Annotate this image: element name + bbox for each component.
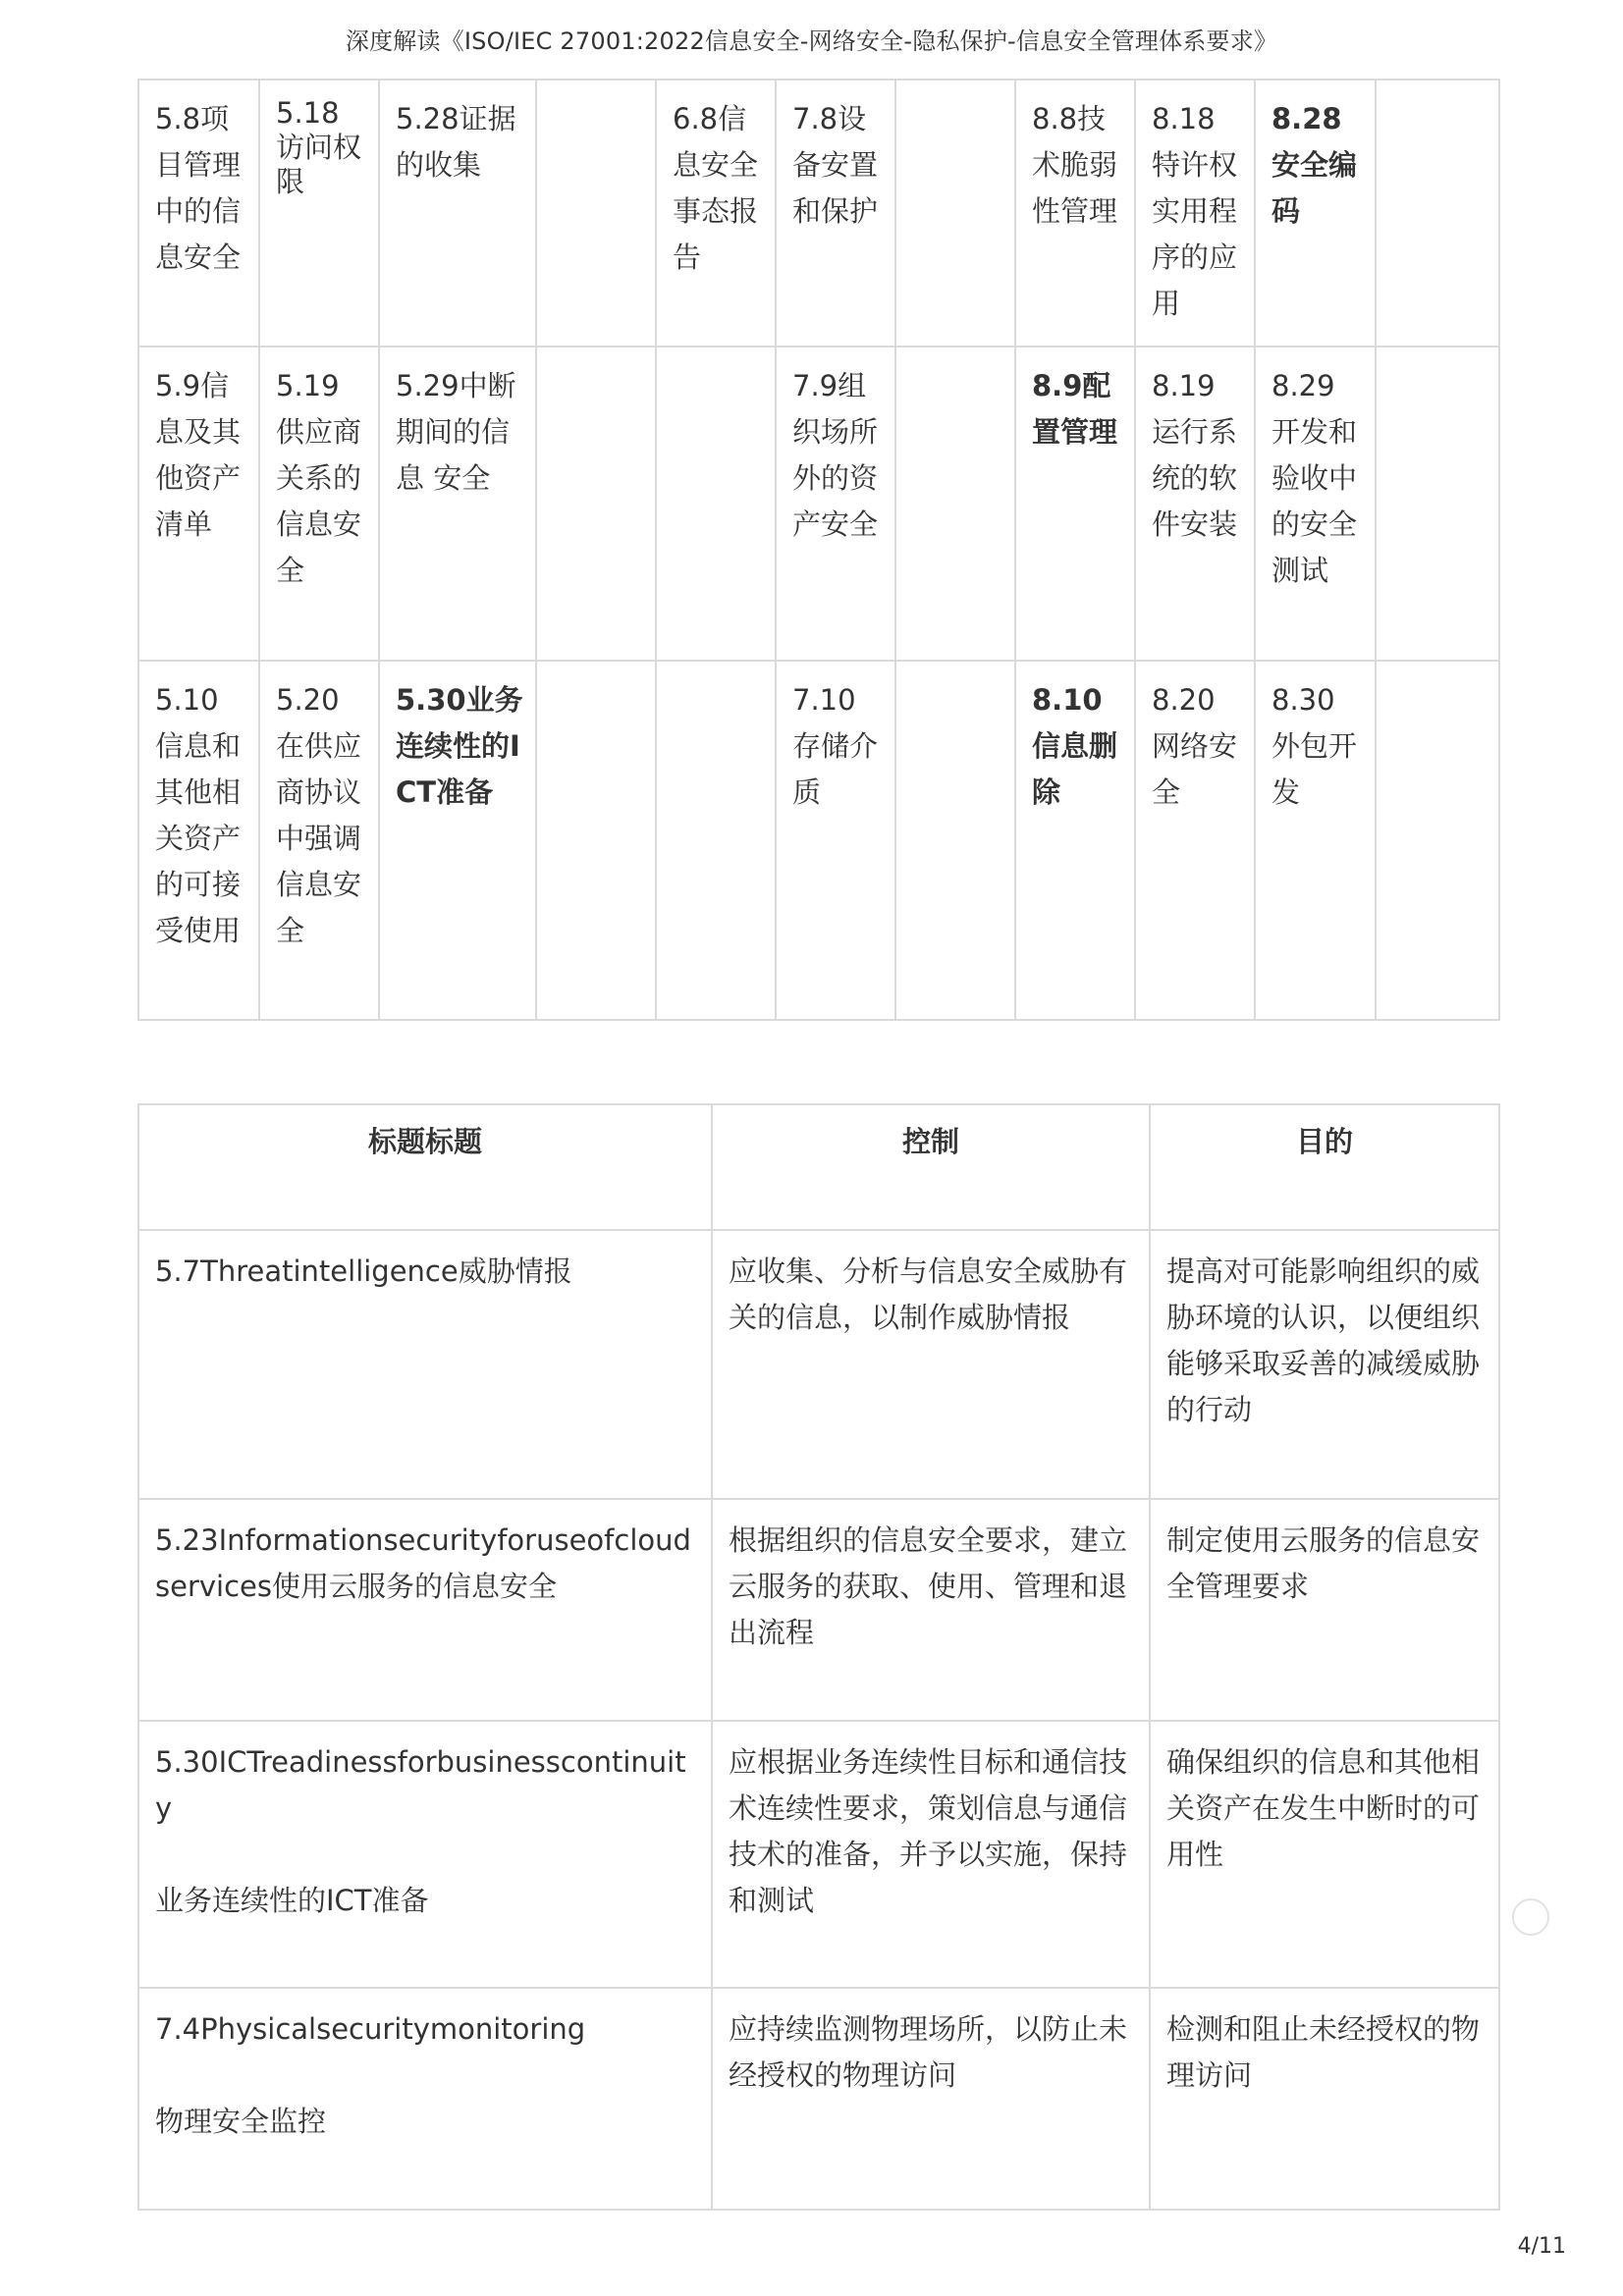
control-text-cell: 应根据业务连续性目标和通信技术连续性要求，策划信息与通信技术的准备，并予以实施，保持和测试 [712,1721,1150,1988]
grid-cell [895,80,1015,347]
controls-grid-table [137,79,1500,1021]
grid-cell: 8.19运行系统的软件安装 [1135,347,1255,661]
column-header-purpose: 目的 [1150,1104,1499,1230]
grid-cell [895,661,1015,1020]
control-title-cell [138,1988,712,2210]
grid-cell [1376,347,1499,661]
page-header-title: 深度解读《ISO/IEC 27001:2022信息安全-网络安全-隐私保护-信息安全管理体系要求》 [345,27,1278,55]
table-row [138,1499,1499,1721]
control-title-en: 5.7Threatintelligence威胁情报 [155,1255,572,1288]
control-text-cell: 应收集、分析与信息安全威胁有关的信息，以制作威胁情报 [712,1230,1150,1499]
control-purpose-table [137,1103,1500,2211]
purpose-text-cell: 确保组织的信息和其他相关资产在发生中断时的可用性 [1150,1721,1499,1988]
grid-row [138,661,1499,1020]
table-header-row [138,1104,1499,1230]
grid-cell: 6.8信息安全事态报告 [656,80,776,347]
control-title-cell [138,1499,712,1721]
control-title-en: 5.23Informationsecurityforuseofcloud services使用云服务的信息安全 [155,1523,691,1603]
grid-cell [536,661,656,1020]
grid-cell: 5.18访问权限 [259,80,379,347]
grid-row [138,347,1499,661]
grid-row [138,80,1499,347]
control-text-cell: 应持续监测物理场所，以防止未经授权的物理访问 [712,1988,1150,2210]
grid-cell: 8.20网络安全 [1135,661,1255,1020]
grid-cell: 7.9组织场所外的资产安全 [776,347,895,661]
control-title-en: 7.4Physicalsecuritymonitoring [155,2012,586,2046]
purpose-text-cell: 检测和阻止未经授权的物理访问 [1150,1988,1499,2210]
grid-cell: 5.8项目管理中的信息安全 [138,80,259,347]
purpose-text-cell: 提高对可能影响组织的威胁环境的认识，以便组织能够采取妥善的减缓威胁的行动 [1150,1230,1499,1499]
grid-cell: 8.18特许权实用程序的应用 [1135,80,1255,347]
grid-cell [536,80,656,347]
page-number: 4/11 [1517,2234,1566,2259]
table-row [138,1721,1499,1988]
grid-cell: 5.10信息和其他相关资产的可接受使用 [138,661,259,1020]
column-header-control: 控制 [712,1104,1150,1230]
grid-cell: 8.29开发和验收中的安全测试 [1255,347,1376,661]
grid-cell [895,347,1015,661]
control-title-cell [138,1721,712,1988]
column-header-title: 标题标题 [138,1104,712,1230]
control-title-zh: 业务连续性的ICT准备 [155,1884,429,1917]
control-title-en: 5.30ICTreadinessforbusinesscontinuity [155,1745,686,1825]
control-title-cell [138,1230,712,1499]
scroll-to-top-button[interactable] [1512,1898,1549,1936]
grid-cell [656,661,776,1020]
control-title-zh: 物理安全监控 [155,2105,327,2138]
grid-cell: 5.30业务连续性的ICT准备 [379,661,536,1020]
grid-cell [1376,80,1499,347]
grid-cell: 8.8技术脆弱性管理 [1015,80,1135,347]
grid-cell: 8.9配置管理 [1015,347,1135,661]
grid-cell [656,347,776,661]
grid-cell [536,347,656,661]
control-text-cell: 根据组织的信息安全要求，建立云服务的获取、使用、管理和退出流程 [712,1499,1150,1721]
grid-cell: 5.20在供应商协议中强调信息安全 [259,661,379,1020]
purpose-text-cell: 制定使用云服务的信息安全管理要求 [1150,1499,1499,1721]
grid-cell: 5.28证据的收集 [379,80,536,347]
grid-cell: 5.9信息及其他资产清单 [138,347,259,661]
grid-cell: 5.19供应商关系的信息安全 [259,347,379,661]
grid-cell: 5.29中断期间的信息 安全 [379,347,536,661]
grid-cell: 8.28安全编码 [1255,80,1376,347]
grid-cell: 8.30外包开发 [1255,661,1376,1020]
grid-cell [1376,661,1499,1020]
grid-cell: 7.8设备安置和保护 [776,80,895,347]
grid-cell: 7.10存储介质 [776,661,895,1020]
grid-cell: 8.10信息删除 [1015,661,1135,1020]
table-row [138,1230,1499,1499]
table-row [138,1988,1499,2210]
